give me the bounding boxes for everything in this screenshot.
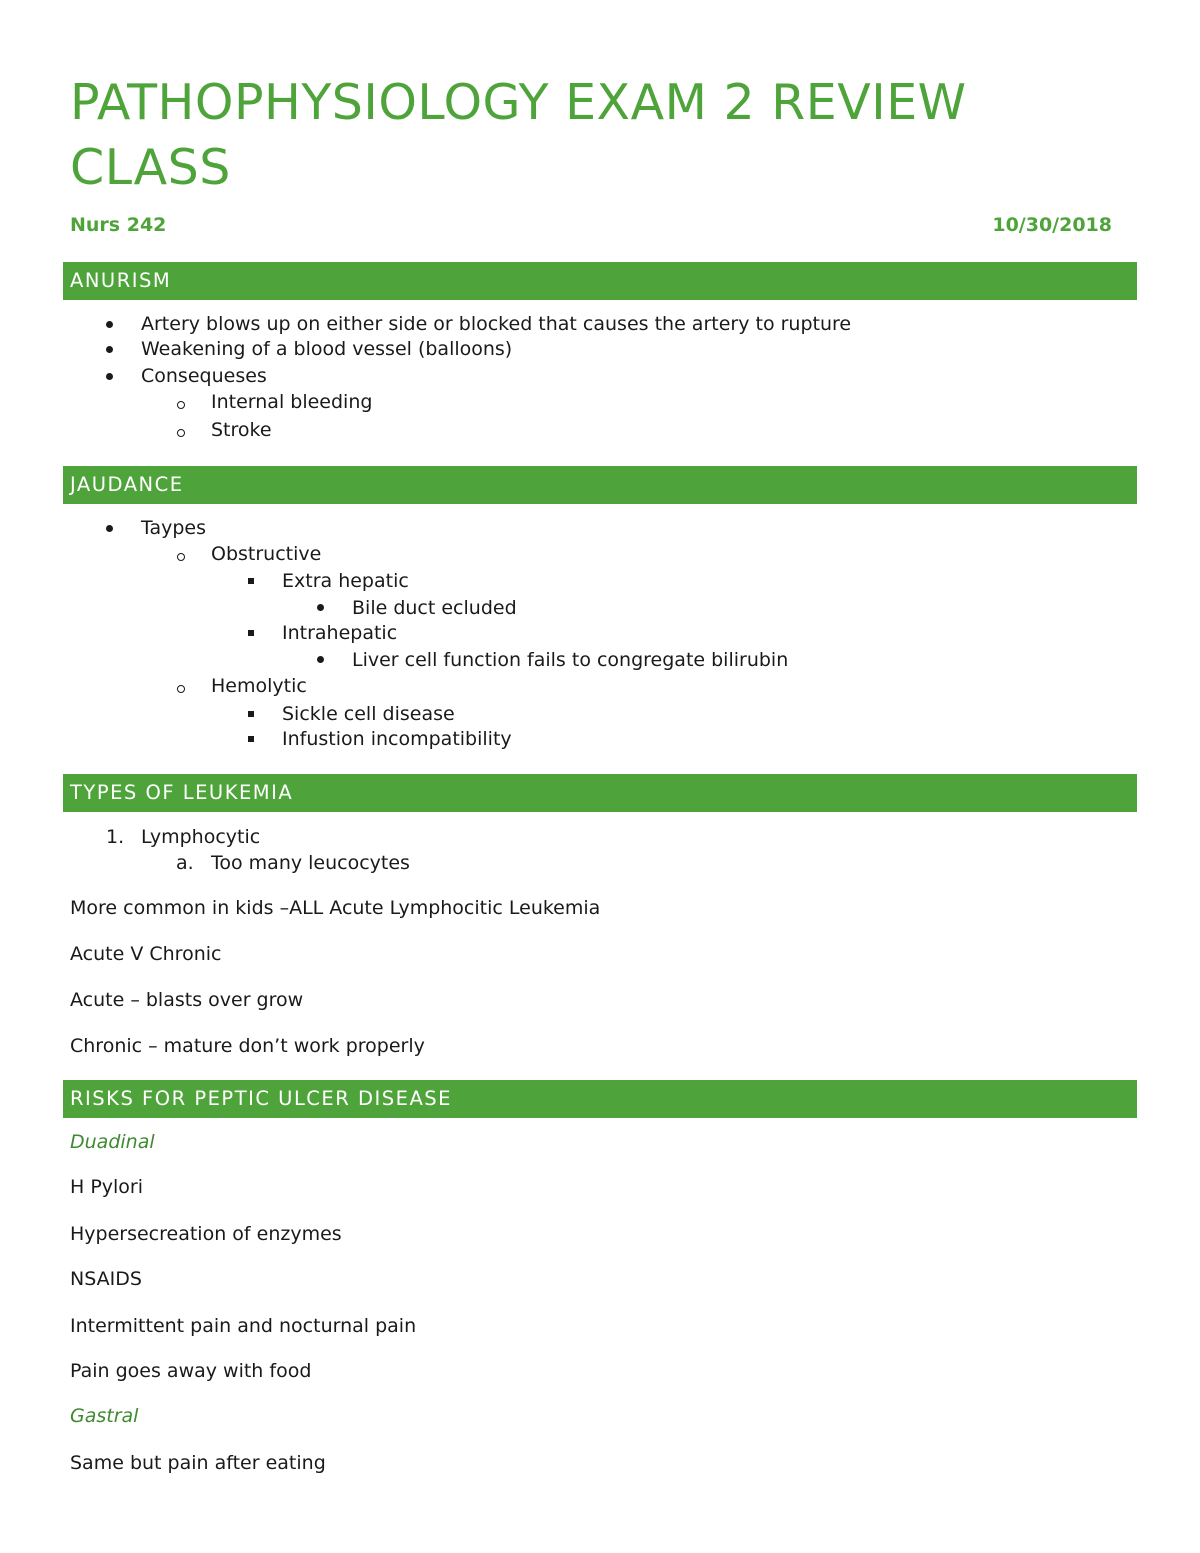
- list-item: Intrahepatic: [282, 622, 398, 644]
- document-title: PATHOPHYSIOLOGY EXAM 2 REVIEW CLASS: [70, 74, 967, 196]
- list-item: Infustion incompatibility: [282, 728, 512, 750]
- bullet-icon: [317, 604, 324, 611]
- paragraph: Pain goes away with food: [70, 1360, 312, 1382]
- list-item: Sickle cell disease: [282, 703, 455, 725]
- paragraph: Acute V Chronic: [70, 943, 222, 965]
- list-item: Bile duct ecluded: [352, 597, 517, 619]
- course-name: Nurs 242: [70, 214, 167, 236]
- list-item: Liver cell function fails to congregate bilirubin: [352, 649, 789, 671]
- list-number: 1.: [106, 826, 125, 848]
- list-item: Artery blows up on either side or blocked that causes the artery to rupture: [141, 313, 852, 335]
- list-item: Weakening of a blood vessel (balloons): [141, 338, 513, 360]
- circle-bullet-icon: [177, 429, 185, 437]
- list-item: Consequeses: [141, 365, 267, 387]
- paragraph: Same but pain after eating: [70, 1452, 326, 1474]
- paragraph: More common in kids –ALL Acute Lymphocitic Leukemia: [70, 897, 601, 919]
- paragraph: H Pylori: [70, 1176, 144, 1198]
- list-item: Internal bleeding: [211, 391, 373, 413]
- circle-bullet-icon: [177, 401, 185, 409]
- paragraph: Hypersecreation of enzymes: [70, 1223, 342, 1245]
- paragraph: Acute – blasts over grow: [70, 989, 304, 1011]
- document-date: 10/30/2018: [992, 214, 1112, 236]
- list-item: Extra hepatic: [282, 570, 409, 592]
- list-letter: a.: [176, 852, 194, 874]
- list-item: Lymphocytic: [141, 826, 261, 848]
- bullet-icon: [106, 525, 113, 532]
- paragraph: NSAIDS: [70, 1268, 142, 1290]
- paragraph: Chronic – mature don’t work properly: [70, 1035, 425, 1057]
- circle-bullet-icon: [177, 553, 185, 561]
- list-item: Obstructive: [211, 543, 322, 565]
- bullet-icon: [106, 321, 113, 328]
- list-item: Taypes: [141, 517, 206, 539]
- subheading-duadinal: Duadinal: [70, 1131, 155, 1153]
- circle-bullet-icon: [177, 685, 185, 693]
- subheading-gastral: Gastral: [70, 1405, 139, 1427]
- bullet-icon: [106, 346, 113, 353]
- list-item: Stroke: [211, 419, 272, 441]
- section-heading-anurism: ANURISM: [63, 262, 1137, 300]
- section-heading-leukemia: TYPES OF LEUKEMIA: [63, 774, 1137, 812]
- list-item: Hemolytic: [211, 675, 307, 697]
- square-bullet-icon: [248, 630, 254, 636]
- square-bullet-icon: [248, 711, 254, 717]
- list-item: Too many leucocytes: [211, 852, 410, 874]
- section-heading-peptic-ulcer: RISKS FOR PEPTIC ULCER DISEASE: [63, 1080, 1137, 1118]
- bullet-icon: [317, 656, 324, 663]
- square-bullet-icon: [248, 736, 254, 742]
- paragraph: Intermittent pain and nocturnal pain: [70, 1315, 417, 1337]
- square-bullet-icon: [248, 578, 254, 584]
- bullet-icon: [106, 373, 113, 380]
- section-heading-jaudance: JAUDANCE: [63, 466, 1137, 504]
